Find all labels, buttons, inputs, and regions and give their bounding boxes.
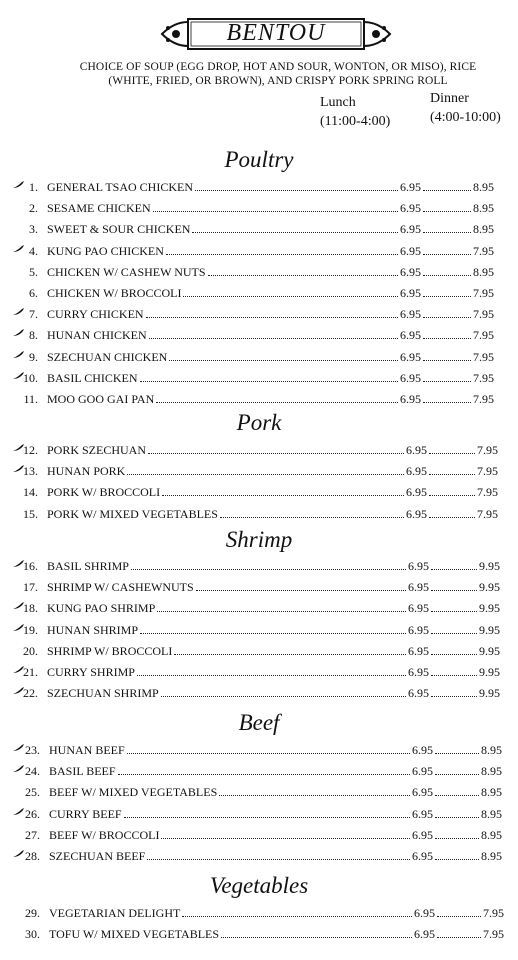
item-number: 9. [29,349,38,364]
lunch-price: 6.95 [400,180,421,194]
dot-leader [423,402,471,403]
item-leader-line [47,244,494,259]
item-name: PORK W/ BROCCOLI [47,485,161,500]
item-number: 24. [25,764,40,779]
dot-leader [196,590,406,591]
dinner-price: 7.95 [477,464,498,479]
dinner-price: 8.95 [473,201,494,216]
menu-item [0,804,518,824]
item-number: 8. [29,328,38,343]
menu-item [0,641,518,661]
dot-leader [118,774,410,775]
item-leader-line [49,743,502,758]
dinner-price: 8.95 [481,785,502,800]
dot-leader [156,402,398,403]
dot-leader [127,474,404,475]
dinner-price: 8.95 [481,743,502,757]
item-number: 26. [25,806,40,821]
lunch-price: 6.95 [408,580,429,595]
dinner-price: 9.95 [479,643,500,658]
dinner-hours: (4:00-10:00) [430,110,501,125]
dinner-price: 7.95 [473,328,494,343]
item-number: 23. [25,743,40,757]
item-number: 22. [23,686,38,701]
item-leader-line [47,665,500,680]
dot-leader [435,838,479,839]
dot-leader [124,817,410,818]
dot-leader [437,937,481,938]
lunch-price: 6.95 [400,392,421,406]
dot-leader [423,232,471,233]
dot-leader [423,296,471,297]
menu-item [0,504,518,524]
dinner-price: 7.95 [473,349,494,364]
dot-leader [147,859,410,860]
dinner-price: 7.95 [483,927,504,942]
item-number: 21. [23,665,38,679]
item-leader-line [49,764,502,779]
section-title-poultry: Poultry [224,147,294,172]
item-name: GENERAL TSAO CHICKEN [47,180,193,194]
dot-leader [423,211,471,212]
item-number: 29. [25,906,40,920]
item-name: TOFU W/ MIXED VEGETABLES [49,927,220,942]
item-leader-line [49,906,504,921]
dinner-price: 7.95 [483,906,504,920]
menu-item [0,304,518,324]
dot-leader [131,569,406,570]
item-name: BASIL CHICKEN [47,370,138,385]
dinner-price: 7.95 [473,307,494,322]
lunch-label: Lunch [320,95,356,110]
item-leader-line [47,222,494,237]
menu-item [0,389,518,409]
lunch-price: 6.95 [406,485,427,500]
dot-leader [431,633,477,634]
dot-leader [431,611,477,612]
lunch-price: 6.95 [400,264,421,279]
item-leader-line [49,785,502,800]
dot-leader [183,296,398,297]
dot-leader [423,190,471,191]
lunch-price: 6.95 [412,743,433,757]
item-number: 14. [23,485,38,500]
menu-item [0,283,518,303]
item-name: HUNAN CHICKEN [47,328,147,343]
lunch-price: 6.95 [408,622,429,637]
dinner-price: 8.95 [473,222,494,237]
lunch-price: 6.95 [400,201,421,216]
item-number: 12. [23,443,38,457]
item-name: BASIL BEEF [49,764,116,779]
item-name: SHRIMP W/ BROCCOLI [47,643,173,658]
dinner-price: 8.95 [473,264,494,279]
menu-item [0,577,518,597]
dinner-price: 7.95 [473,392,494,406]
menu-item [0,740,518,760]
item-name: PORK SZECHUAN [47,443,147,457]
item-leader-line [47,580,500,595]
dot-leader [435,753,479,754]
item-name: BEEF W/ MIXED VEGETABLES [49,785,218,800]
dot-leader [435,774,479,775]
item-leader-line [47,686,500,701]
item-name: HUNAN BEEF [49,743,125,757]
item-name: CHICKEN W/ CASHEW NUTS [47,264,206,279]
dinner-label: Dinner [430,91,469,106]
dinner-price: 9.95 [479,665,500,679]
dinner-price: 7.95 [477,506,498,521]
item-leader-line [47,601,500,616]
lunch-price: 6.95 [406,464,427,479]
dot-leader [153,211,398,212]
menu-item [0,219,518,239]
dinner-price: 7.95 [473,370,494,385]
item-leader-line [47,559,500,574]
item-number: 16. [23,559,38,573]
dinner-price: 8.95 [481,849,502,863]
menu-item [0,262,518,282]
dot-leader [431,590,477,591]
item-number: 10. [23,370,38,385]
item-number: 15. [23,506,38,521]
dot-leader [140,381,398,382]
menu-item [0,440,518,460]
menu-item [0,924,518,944]
title-banner [158,14,394,54]
dot-leader [208,275,398,276]
item-leader-line [49,927,504,942]
lunch-price: 6.95 [412,764,433,779]
menu-item [0,556,518,576]
item-leader-line [47,286,494,301]
item-leader-line [49,828,502,843]
lunch-price: 6.95 [414,927,435,942]
dot-leader [161,838,410,839]
lunch-price: 6.95 [408,665,429,679]
item-leader-line [47,307,494,322]
item-leader-line [47,328,494,343]
lunch-price-header [320,93,390,131]
dot-leader [435,859,479,860]
menu-item [0,461,518,481]
item-leader-line [47,443,498,458]
item-leader-line [47,464,498,479]
dinner-price: 7.95 [477,443,498,457]
dot-leader [161,696,406,697]
menu-item [0,903,518,923]
lunch-price: 6.95 [408,643,429,658]
dot-leader [127,753,410,754]
dot-leader [431,675,477,676]
section-title-shrimp: Shrimp [225,527,293,552]
menu-item [0,347,518,367]
dot-leader [429,495,475,496]
item-name: KUNG PAO CHICKEN [47,243,164,258]
dot-leader [195,190,398,191]
item-leader-line [47,644,500,659]
dinner-price: 8.95 [473,180,494,194]
item-number: 19. [23,622,38,637]
menu-item [0,482,518,502]
dot-leader [435,795,479,796]
item-leader-line [47,371,494,386]
item-number: 7. [29,307,38,322]
dot-leader [423,381,471,382]
lunch-price: 6.95 [400,286,421,300]
item-name: BEEF W/ BROCCOLI [49,827,160,842]
item-leader-line [47,485,498,500]
lunch-price: 6.95 [400,243,421,258]
item-leader-line [49,807,502,822]
item-leader-line [47,265,494,280]
item-number: 28. [25,849,40,863]
dinner-price: 9.95 [479,601,500,616]
item-number: 1. [29,180,38,194]
item-name: VEGETARIAN DELIGHT [49,906,181,920]
item-name: SWEET & SOUR CHICKEN [47,222,191,237]
lunch-price: 6.95 [412,785,433,800]
menu-item [0,198,518,218]
dot-leader [148,453,404,454]
section-title-pork: Pork [236,410,282,435]
lunch-price: 6.95 [408,601,429,616]
dinner-price: 9.95 [479,580,500,595]
item-name: CURRY SHRIMP [47,665,135,679]
item-name: CURRY BEEF [49,806,122,821]
dot-leader [429,474,475,475]
item-name: KUNG PAO SHRIMP [47,601,156,616]
dinner-price: 9.95 [479,686,500,701]
lunch-price: 6.95 [400,307,421,322]
item-number: 2. [29,201,38,216]
dot-leader [431,696,477,697]
menu-item [0,241,518,261]
dinner-price: 7.95 [477,485,498,500]
item-number: 4. [29,243,38,258]
lunch-price: 6.95 [408,559,429,573]
lunch-hours: (11:00-4:00) [320,114,391,129]
dinner-price-header [430,89,501,127]
item-leader-line [47,507,498,522]
lunch-price: 6.95 [400,222,421,237]
lunch-price: 6.95 [408,686,429,701]
item-name: SHRIMP W/ CASHEWNUTS [47,580,194,595]
dot-leader [423,360,471,361]
lunch-price: 6.95 [406,443,427,457]
item-leader-line [47,350,494,365]
item-number: 11. [23,392,38,406]
dot-leader [423,254,471,255]
item-number: 30. [25,927,40,942]
lunch-price: 6.95 [400,349,421,364]
item-name: HUNAN PORK [47,464,126,479]
dot-leader [192,232,398,233]
dot-leader [137,675,406,676]
item-leader-line [49,849,502,864]
menu-item [0,325,518,345]
item-name: SZECHUAN BEEF [49,849,146,863]
lunch-price: 6.95 [412,827,433,842]
menu-item [0,825,518,845]
item-number: 25. [25,785,40,800]
item-name: SZECHUAN SHRIMP [47,686,159,701]
item-number: 5. [29,264,38,279]
menu-item [0,761,518,781]
item-name: MOO GOO GAI PAN [47,392,155,406]
dot-leader [423,317,471,318]
item-number: 20. [23,643,38,658]
item-number: 13. [23,464,38,479]
dot-leader [140,633,406,634]
dot-leader [162,495,404,496]
dinner-price: 7.95 [473,286,494,300]
dot-leader [174,654,406,655]
item-number: 3. [29,222,38,237]
dinner-price: 9.95 [479,559,500,573]
item-name: PORK W/ MIXED VEGETABLES [47,506,218,521]
lunch-price: 6.95 [412,806,433,821]
item-name: CURRY CHICKEN [47,307,144,322]
dinner-price: 7.95 [473,243,494,258]
dot-leader [157,611,406,612]
item-name: SESAME CHICKEN [47,201,151,216]
lunch-price: 6.95 [400,328,421,343]
dot-leader [146,317,398,318]
dot-leader [429,517,475,518]
menu-item [0,846,518,866]
dot-leader [182,916,412,917]
menu-item [0,368,518,388]
menu-item [0,683,518,703]
dot-leader [169,360,398,361]
item-name: CHICKEN W/ BROCCOLI [47,286,182,300]
item-leader-line [47,623,500,638]
item-number: 17. [23,580,38,595]
dot-leader [221,937,412,938]
item-number: 6. [29,286,38,300]
dinner-price: 9.95 [479,622,500,637]
lunch-price: 6.95 [412,849,433,863]
section-title-beef: Beef [238,710,280,735]
item-leader-line [47,201,494,216]
dot-leader [431,569,477,570]
lunch-price: 6.95 [406,506,427,521]
dot-leader [435,817,479,818]
dinner-price: 8.95 [481,764,502,779]
dot-leader [166,254,398,255]
menu-item [0,177,518,197]
dot-leader [219,795,410,796]
dot-leader [220,517,404,518]
dot-leader [423,275,471,276]
dot-leader [431,654,477,655]
menu-item [0,620,518,640]
dot-leader [429,453,475,454]
lunch-price: 6.95 [414,906,435,920]
menu-title: BENTOU [226,20,326,46]
item-name: BASIL SHRIMP [47,559,129,573]
item-leader-line [47,180,494,195]
lunch-price: 6.95 [400,370,421,385]
item-leader-line [47,392,494,407]
menu-item [0,782,518,802]
menu-item [0,662,518,682]
menu-item [0,598,518,618]
bentou-description: CHOICE OF SOUP (EGG DROP, HOT AND SOUR, WONTON, OR MISO), RICE (WHITE, FRIED, OR BROWN), AND CRISPY PORK SPRING ROLL [79,61,477,87]
section-title-vegetables: Vegetables [209,873,309,898]
dinner-price: 8.95 [481,827,502,842]
dot-leader [423,338,471,339]
dot-leader [149,338,398,339]
item-name: SZECHUAN CHICKEN [47,349,168,364]
item-name: HUNAN SHRIMP [47,622,139,637]
item-number: 27. [25,827,40,842]
dot-leader [437,916,481,917]
dinner-price: 8.95 [481,806,502,821]
item-number: 18. [23,601,38,616]
